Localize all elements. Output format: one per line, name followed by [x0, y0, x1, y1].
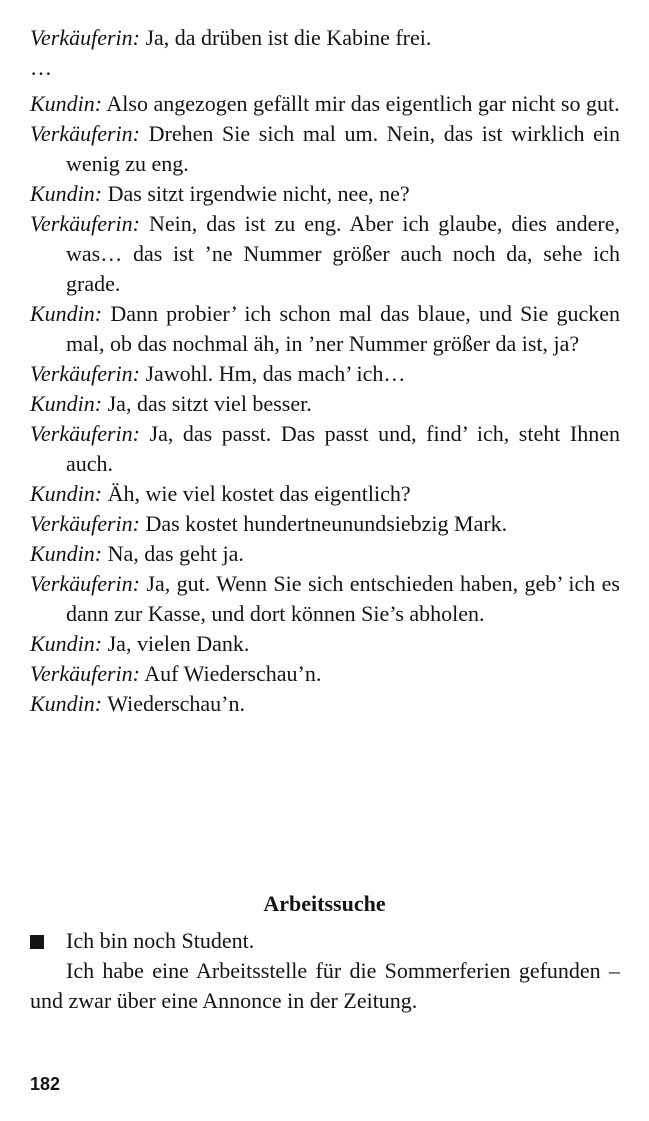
dialogue-line: [30, 479, 620, 509]
speaker-label: Kundin:: [30, 301, 103, 326]
dialogue-line: [30, 119, 620, 179]
speaker-label: Kundin:: [30, 181, 103, 206]
square-bullet-icon: [30, 935, 44, 949]
bullet-text: Ich bin noch Student.: [66, 928, 255, 953]
speaker-label: Verkäuferin:: [30, 661, 140, 686]
dialogue-text: Na, das geht ja.: [102, 541, 244, 566]
section-paragraph: Ich habe eine Arbeitsstelle für die Sommerferien gefunden – und zwar über eine Annonce in der Zeitung.: [30, 958, 620, 1013]
dialogue-text: Drehen Sie sich mal um. Nein, das ist wirklich ein wenig zu eng.: [66, 121, 620, 176]
dialogue-line: [30, 569, 620, 629]
dialogue-line: [30, 509, 620, 539]
dialogue-text: Ja, das passt. Das passt und, find’ ich, steht Ihnen auch.: [66, 421, 620, 476]
dialogue-text: Ja, das sitzt viel besser.: [102, 391, 312, 416]
dialogue-text: Also angezogen gefällt mir das eigentlich gar nicht so gut.: [102, 91, 620, 116]
dialogue-text: Ja, da drüben ist die Kabine frei.: [139, 25, 432, 50]
dialogue-line: [30, 359, 620, 389]
dialogue-text: Jawohl. Hm, das mach’ ich…: [139, 361, 406, 386]
dialogue-text: Ja, vielen Dank.: [102, 631, 250, 656]
speaker-label: Verkäuferin:: [30, 571, 140, 596]
dialogue-line: [30, 689, 620, 719]
dialogue-line: [30, 419, 620, 479]
dialogue-line: [30, 539, 620, 569]
section-heading: Arbeitssuche: [263, 891, 386, 916]
dialogue-block: [30, 23, 620, 719]
speaker-label: Kundin:: [30, 691, 103, 716]
dialogue-text: Wiederschau’n.: [102, 691, 245, 716]
dialogue-text: Ja, gut. Wenn Sie sich entschieden haben, geb’ ich es dann zur Kasse, und dort können Sie’s abholen.: [66, 571, 620, 626]
dialogue-line: [30, 179, 620, 209]
ellipsis-marker: …: [30, 55, 52, 80]
speaker-label: Kundin:: [30, 541, 103, 566]
speaker-label: Kundin:: [30, 631, 103, 656]
speaker-label: Verkäuferin:: [30, 211, 140, 236]
dialogue-line: [30, 209, 620, 299]
speaker-label: Kundin:: [30, 481, 103, 506]
dialogue-text: Das sitzt irgendwie nicht, nee, ne?: [102, 181, 410, 206]
dialogue-text: Auf Wiederschau’n.: [139, 661, 322, 686]
speaker-label: Verkäuferin:: [30, 511, 140, 536]
page-number: 182: [30, 1074, 61, 1094]
speaker-label: Verkäuferin:: [30, 25, 140, 50]
speaker-label: Verkäuferin:: [30, 361, 140, 386]
dialogue-line: [30, 389, 620, 419]
dialogue-line: [30, 89, 620, 119]
dialogue-line: [30, 23, 620, 53]
bullet-line: [30, 926, 620, 956]
section-body: [30, 926, 620, 1016]
dialogue-text: Nein, das ist zu eng. Aber ich glaube, dies andere, was… das ist ’ne Nummer größer auch noch da, sehe ich grade.: [66, 211, 620, 296]
speaker-label: Verkäuferin:: [30, 421, 140, 446]
dialogue-text: Äh, wie viel kostet das eigentlich?: [102, 481, 411, 506]
dialogue-line: [30, 659, 620, 689]
dialogue-line: [30, 299, 620, 359]
speaker-label: Kundin:: [30, 91, 103, 116]
dialogue-text: Das kostet hundertneunundsiebzig Mark.: [139, 511, 508, 536]
speaker-label: Kundin:: [30, 391, 103, 416]
speaker-label: Verkäuferin:: [30, 121, 140, 146]
dialogue-text: Dann probier’ ich schon mal das blaue, und Sie gucken mal, ob das nochmal äh, in ’ner Nummer größer da ist, ja?: [66, 301, 620, 356]
dialogue-line: [30, 629, 620, 659]
